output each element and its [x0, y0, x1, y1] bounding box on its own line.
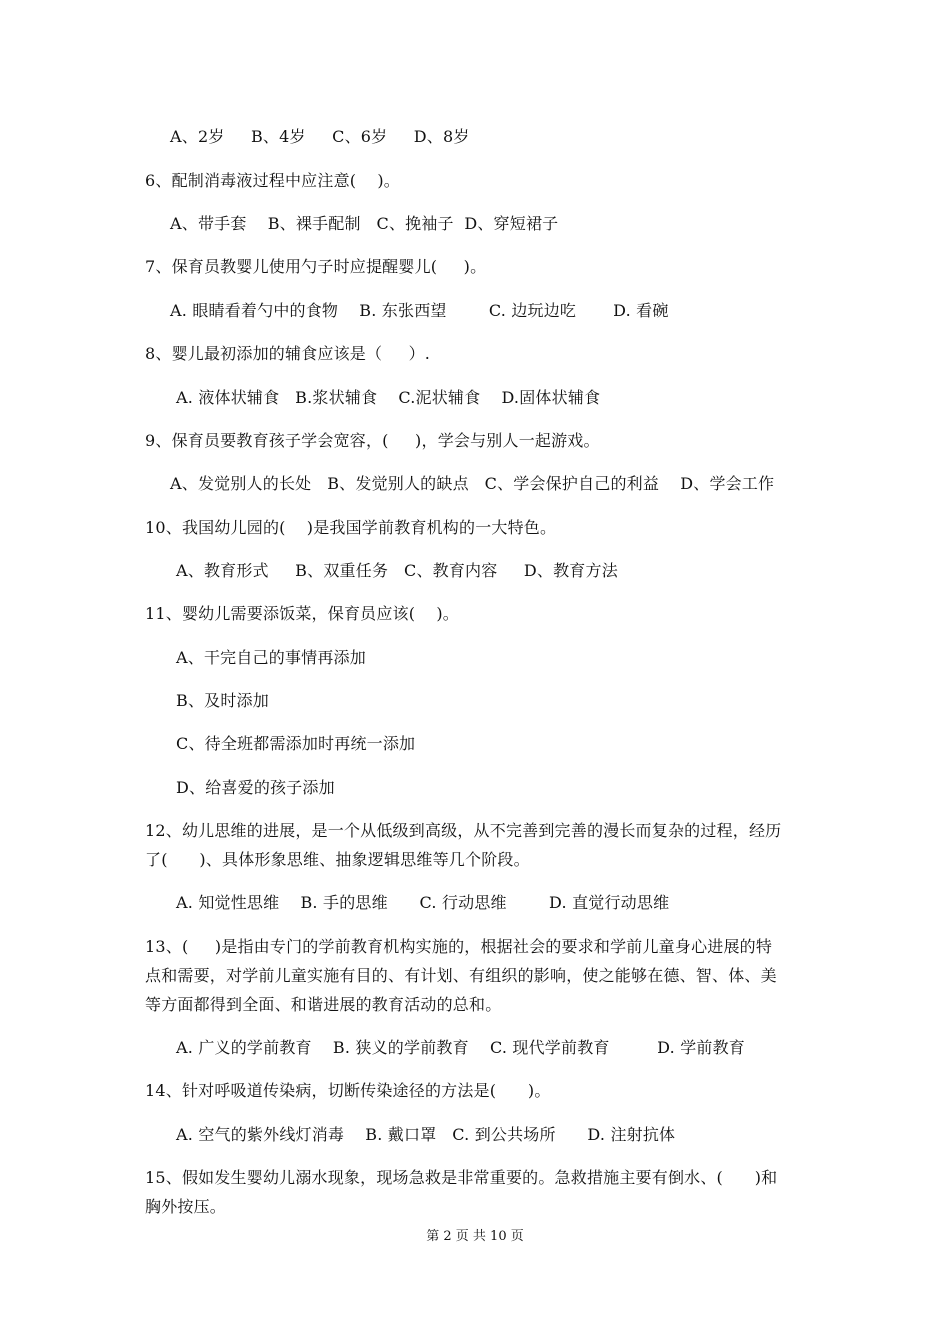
page-footer: 第 2 页 共 10 页 [426, 1229, 524, 1244]
q11-option-b: B、及时添加 [176, 691, 269, 710]
q15-question-line2: 胸外按压。 [145, 1197, 227, 1216]
q11-option-d: D、给喜爱的孩子添加 [176, 778, 335, 797]
q12-question-line2: 了( )、具体形象思维、抽象逻辑思维等几个阶段。 [145, 850, 530, 869]
q11-question: 11、婴幼儿需要添饭菜，保育员应该( )。 [145, 604, 459, 623]
q6-question: 6、配制消毒液过程中应注意( )。 [145, 171, 401, 190]
q10-options: A、教育形式 B、双重任务 C、教育内容 D、教育方法 [176, 561, 618, 580]
q14-options: A. 空气的紫外线灯消毒 B. 戴口罩 C. 到公共场所 D. 注射抗体 [176, 1125, 676, 1144]
q12-question-line1: 12、幼儿思维的进展，是一个从低级到高级，从不完善到完善的漫长而复杂的过程，经历 [145, 821, 782, 840]
q14-question: 14、针对呼吸道传染病，切断传染途径的方法是( )。 [145, 1081, 551, 1100]
q15-question-line1: 15、假如发生婴幼儿溺水现象，现场急救是非常重要的。急救措施主要有倒水、( )和 [145, 1168, 778, 1187]
q8-options: A. 液体状辅食 B.浆状辅食 C.泥状辅食 D.固体状辅食 [176, 388, 601, 407]
q7-options: A. 眼睛看着勺中的食物 B. 东张西望 C. 边玩边吃 D. 看碗 [170, 301, 669, 320]
q11-option-a: A、干完自己的事情再添加 [176, 648, 366, 667]
q12-options: A. 知觉性思维 B. 手的思维 C. 行动思维 D. 直觉行动思维 [176, 893, 670, 912]
q11-option-c: C、待全班都需添加时再统一添加 [176, 734, 416, 753]
q6-options: A、带手套 B、裸手配制 C、挽袖子 D、穿短裙子 [170, 214, 559, 233]
q13-question-line3: 等方面都得到全面、和谐进展的教育活动的总和。 [145, 995, 502, 1014]
q9-question: 9、保育员要教育孩子学会宽容，( )，学会与别人一起游戏。 [145, 431, 600, 450]
q8-question: 8、婴儿最初添加的辅食应该是（ ）. [145, 344, 431, 363]
q13-options: A. 广义的学前教育 B. 狭义的学前教育 C. 现代学前教育 D. 学前教育 [176, 1038, 745, 1057]
q7-question: 7、保育员教婴儿使用勺子时应提醒婴儿( )。 [145, 257, 487, 276]
q13-question-line1: 13、( )是指由专门的学前教育机构实施的，根据社会的要求和学前儿童身心进展的特 [145, 937, 773, 956]
q13-question-line2: 点和需要，对学前儿童实施有目的、有计划、有组织的影响，使之能够在德、智、体、美 [145, 966, 777, 985]
q10-question: 10、我国幼儿园的( )是我国学前教育机构的一大特色。 [145, 518, 557, 537]
q5-options: A、2岁 B、4岁 C、6岁 D、8岁 [170, 127, 470, 146]
q9-options: A、发觉别人的长处 B、发觉别人的缺点 C、学会保护自己的利益 D、学会工作 [170, 474, 775, 493]
